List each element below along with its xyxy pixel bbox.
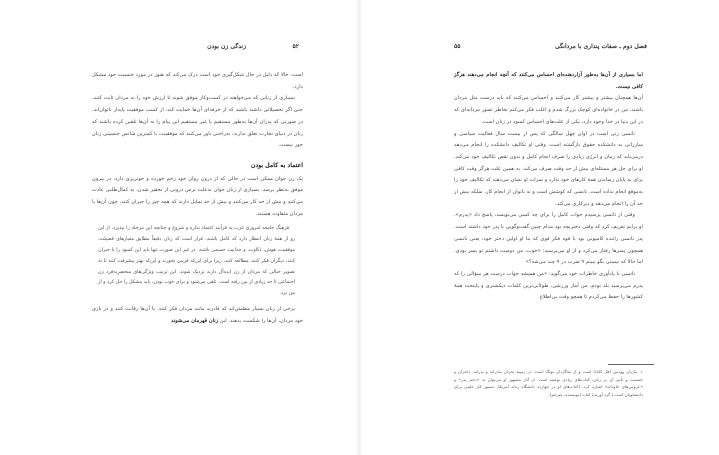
right-page-body [454, 70, 643, 304]
right-paragraph-1: آن‌ها همچنان بیشتر و بیشتر کار می‌کنند و احساس می‌کنند که باید درست مثل مردان باشند. من در خانواده‌ای کوچک بزرگ شدم و اغلب فکر می‌کنم بخاطر تصور مردانه‌ای که در این دنیا در خدا وجود دارد، یکی از علت‌های احساس کمبود در زنان است. [454, 95, 643, 125]
footnote-rule [608, 364, 654, 365]
right-paragraph-3: وقتی از تانسی پرسیدم جواب کامل را برای چه کسی می‌نویسد، پاسخ داد «پدرم». او برایم تعریف کرد که وقتی دختربچه بود مدام چنین گفت‌وگویی با پدر خود داشته است. پدر تانسی راننده کامیونی بود با قوه فکر قوی که بنا او اولین دختر خود، یعنی تانسی همچون پسرها رفتار می‌کرد و از او می‌پرسید: «خوب، من دوست داشتم تو پسر بودی. اما حالا که نیستی بگو ببینم ۹ ضرب در ۹ چند می‌شه؟» [454, 212, 643, 266]
left-paragraph-3: یک زن جوان ممکن است در حالی که از درون روان خود زخم خورده و خونریزی دارد، در بیرون موفق به‌نظر برسد. بسیاری از زنان جوان به‌علت ترس درونی از تحقیر شدن، به کمال‌طلبی عادت می‌کنند و بیش از حد کار می‌کنند و بیش از حد تمایل دارند که همه چیز را جبران کنند. چون آن‌ها با مردان متفاوت هستند. [92, 175, 303, 217]
right-running-title: فصل دوم ـ صفات پنداری با مردانگی [554, 43, 647, 50]
left-paragraph-1: است. حالا که دلیل در حال شکل‌گیری خود است درک می‌کند که هنوز در مورد جنسیت خود مشکل دارد. [92, 72, 303, 90]
left-closing-text: برخی از زنان بسیار مطمئن‌اند که قادرند مانند مردان فکر کنند. با آن‌ها رقابت کنند و در بازی خود مردان، آن‌ها را شکست بدهند. این [92, 306, 303, 324]
right-page-number: ۵۵ [454, 43, 461, 50]
left-closing-bold: زنان قهرمان می‌شوند [171, 317, 219, 324]
right-paragraph-4: تانسی با یادآوری خاطرات خود می‌گوید: «من همیشه جواب درست هر سؤالی را که پدرم می‌پرسید بلد بودم. من آمار ورزشی، طولانی‌ترین کلمات دیکشنری و پایتخت همهٔ کشورها را حفظ می‌کردم تا همچو وقت بی‌اطلاع [454, 270, 643, 301]
left-running-title: زندگی زن بودن [207, 43, 246, 50]
left-closing-paragraph [92, 304, 303, 327]
right-page [362, 0, 719, 455]
footnote: ۱. ماریان وودمن اهل کانادا است و از شاگردان یونگ است. در زمینهٔ بحران مادرانه و پدرانه، دختران و جنسیت و تأثیر آن بر زنان، کتاب‌های زیادی نوشته است. از آثار مشهور او می‌توان به «دختر پدر» و «عروس‌های جاودانه» اشاره کرد. (کتاب‌های او در چهارده دانشگاه زنانه آمریکا، دستور کار علمی برای دانشجویان است.) گرد آورندهٔ کتاب (نویسنده، مترجم). [454, 369, 643, 397]
right-opening-bold: اما بسیاری از آن‌ها به‌طور آزاردهنده‌ای احساس می‌کنند که آنچه انجام می‌دهند هرگز کافی نیست. [454, 72, 643, 90]
block-quote-text: فرهنگ جامعه امروزی غرب به فرآیند اعتماد نداره و شروع و چنانچه این مرحله را نپذیرد، از این رو از همهٔ زنان انتظار دارد که کامل باشند. قرار است که زنان دقیقاً مطابق معیارهای فضیلت، موفقیت، هوش، ذکاوت، و جذابیت جسمی باشند. در غیر این صورت تنها باید این کمبود را با جبران کنند، دیگران فکر کنند، مطالعه کنند، زیرا برای این‌که فریبی نخورند و این‌که بهتر پیشرفت کنند تا به تصویر خیالی که مردان از زن ایده‌آل دارند نزدیک شوند. این ترتیب ویژگی‌های منحصربه‌فرد زن اجتماعی تا حد زیادی از بین رفته است. تلقی می‌شود و برای خوب بودن، باید مشکل را حل کرد و از بین برد. [98, 226, 295, 297]
left-page [0, 0, 356, 455]
right-paragraph-2: تانسی زنی است در اوان چهل سالگی که پس از بیست سال فعالیت سیاسی و مبارزاتی به دانشکده حقوق بازگشته است. وقتی او تکالیف دانشکده را انجام می‌دهد درمی‌یابد که زمان و انرژی زیادی را صرف انجام کامل و بدون نقص تکالیف خود می‌کند. او برای حل هر مسئله‌ای بیش از حد وقت صرف می‌کند. به همین علت هرگز وقت کافی برای به پایان رساندن همهٔ کارهای خود ندارد و نمرات او نشان می‌دهند که تکالیف خود را به‌موقع انجام نداده است. تانسی که کوشش است و نه ناتوان از انجام کار، سلکه بیش از حد آن را انجام می‌دهد و دیرکاری می‌کند. [454, 130, 643, 207]
left-page-number: ۵۲ [292, 43, 299, 50]
block-quote [98, 224, 295, 300]
left-page-body [92, 70, 303, 327]
left-paragraph-2: بسیاری از زنانی که می‌خواهند در کسب‌وکار موفق شوند تا ارزش خود را به مردان ثابت کنند، حتی اگر تحصیلاتی داشته باشند که از حرفه‌ای آن‌ها حمایت کند، از کسب موفقیت پایدار ناتوان‌اند. در صورتی که پدران آن‌ها به‌طور مستقیم یا غیر مستقیم این پیام را به آن‌ها تلقین کرده باشند که زنان در دنیای تجارت تعلق ندارند، به‌راحتی باور می‌کنند که موفقیت، با کمترین شانس جنسیتی زنان جور نیست. [92, 95, 303, 149]
section-title: اعتماد به کامل بودن [250, 161, 303, 169]
